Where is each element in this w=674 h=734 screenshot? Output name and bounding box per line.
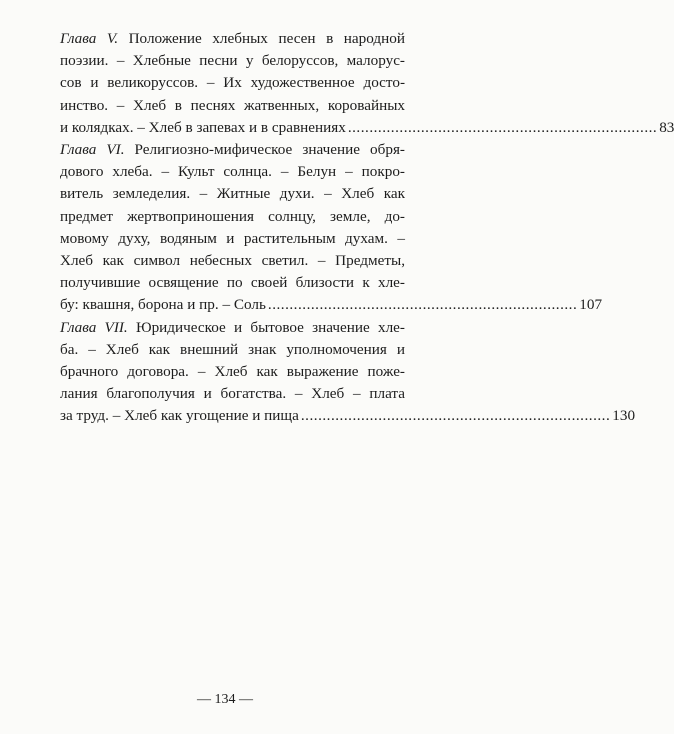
toc-entry-first-line <box>60 28 405 50</box>
toc-entry-line: за труд. – Хлеб как угощение и пища <box>60 407 299 425</box>
page-reference: 107 <box>579 296 603 314</box>
chapter-label: Глава VI. <box>60 141 125 159</box>
toc-entry-line: лания благополучия и богатства. – Хлеб – плата <box>60 385 405 403</box>
chapter-label: Глава VII. <box>60 318 128 336</box>
toc-entry <box>60 28 674 139</box>
toc-entry-line: Хлеб как символ небесных светил. – Предметы, <box>60 252 405 270</box>
toc-entry-first-line <box>60 139 405 161</box>
toc-entry-line: дового хлеба. – Культ солнца. – Белун – покро- <box>60 163 405 181</box>
toc-entry-line: сов и великоруссов. – Их художественное досто- <box>60 74 405 92</box>
page-reference: 130 <box>612 407 636 425</box>
dot-leader: ........................................................................ <box>267 296 578 314</box>
toc-entry-line: брачного договора. – Хлеб как выражение поже- <box>60 363 405 381</box>
toc-entry-last-line <box>60 405 636 427</box>
chapter-label: Глава V. <box>60 30 118 47</box>
page-number: — 134 — <box>197 692 253 707</box>
toc-entry-line: получившие освящение по своей близости к хле- <box>60 274 405 292</box>
chapter-title-text: Положение хлебных песен в народной <box>128 30 405 47</box>
toc-entry-line: ба. – Хлеб как внешний знак уполномочения и <box>60 340 405 358</box>
dot-leader: ........................................................................ <box>347 118 658 136</box>
toc-entry-line: бу: квашня, борона и пр. – Соль <box>60 296 266 314</box>
toc-entry-line: и колядках. – Хлеб в запевах и в сравнениях <box>60 118 346 136</box>
toc-entry-line: витель земледелия. – Житные духи. – Хлеб как <box>60 185 405 203</box>
toc-entry-first-line <box>60 317 405 339</box>
toc-entry-line: предмет жертвоприношения солнцу, земле, до- <box>60 207 405 225</box>
chapter-title-text: Религиозно-мифическое значение обря- <box>134 141 405 159</box>
toc-entry <box>60 317 636 428</box>
toc-entry-line: поэзии. – Хлебные песни у белоруссов, малорус- <box>60 52 405 70</box>
toc-entry-line: инство. – Хлеб в песнях жатвенных, коровайных <box>60 96 405 114</box>
toc-entry <box>60 139 603 317</box>
page-reference: 83 <box>659 118 674 136</box>
toc-entry-last-line <box>60 117 674 139</box>
dot-leader: ........................................................................ <box>300 407 611 425</box>
table-of-contents <box>60 28 674 428</box>
toc-entry-line: мовому духу, водяным и растительным духам. – <box>60 229 405 247</box>
toc-entry-last-line <box>60 294 603 316</box>
chapter-title-text: Юридическое и бытовое значение хле- <box>135 318 405 336</box>
